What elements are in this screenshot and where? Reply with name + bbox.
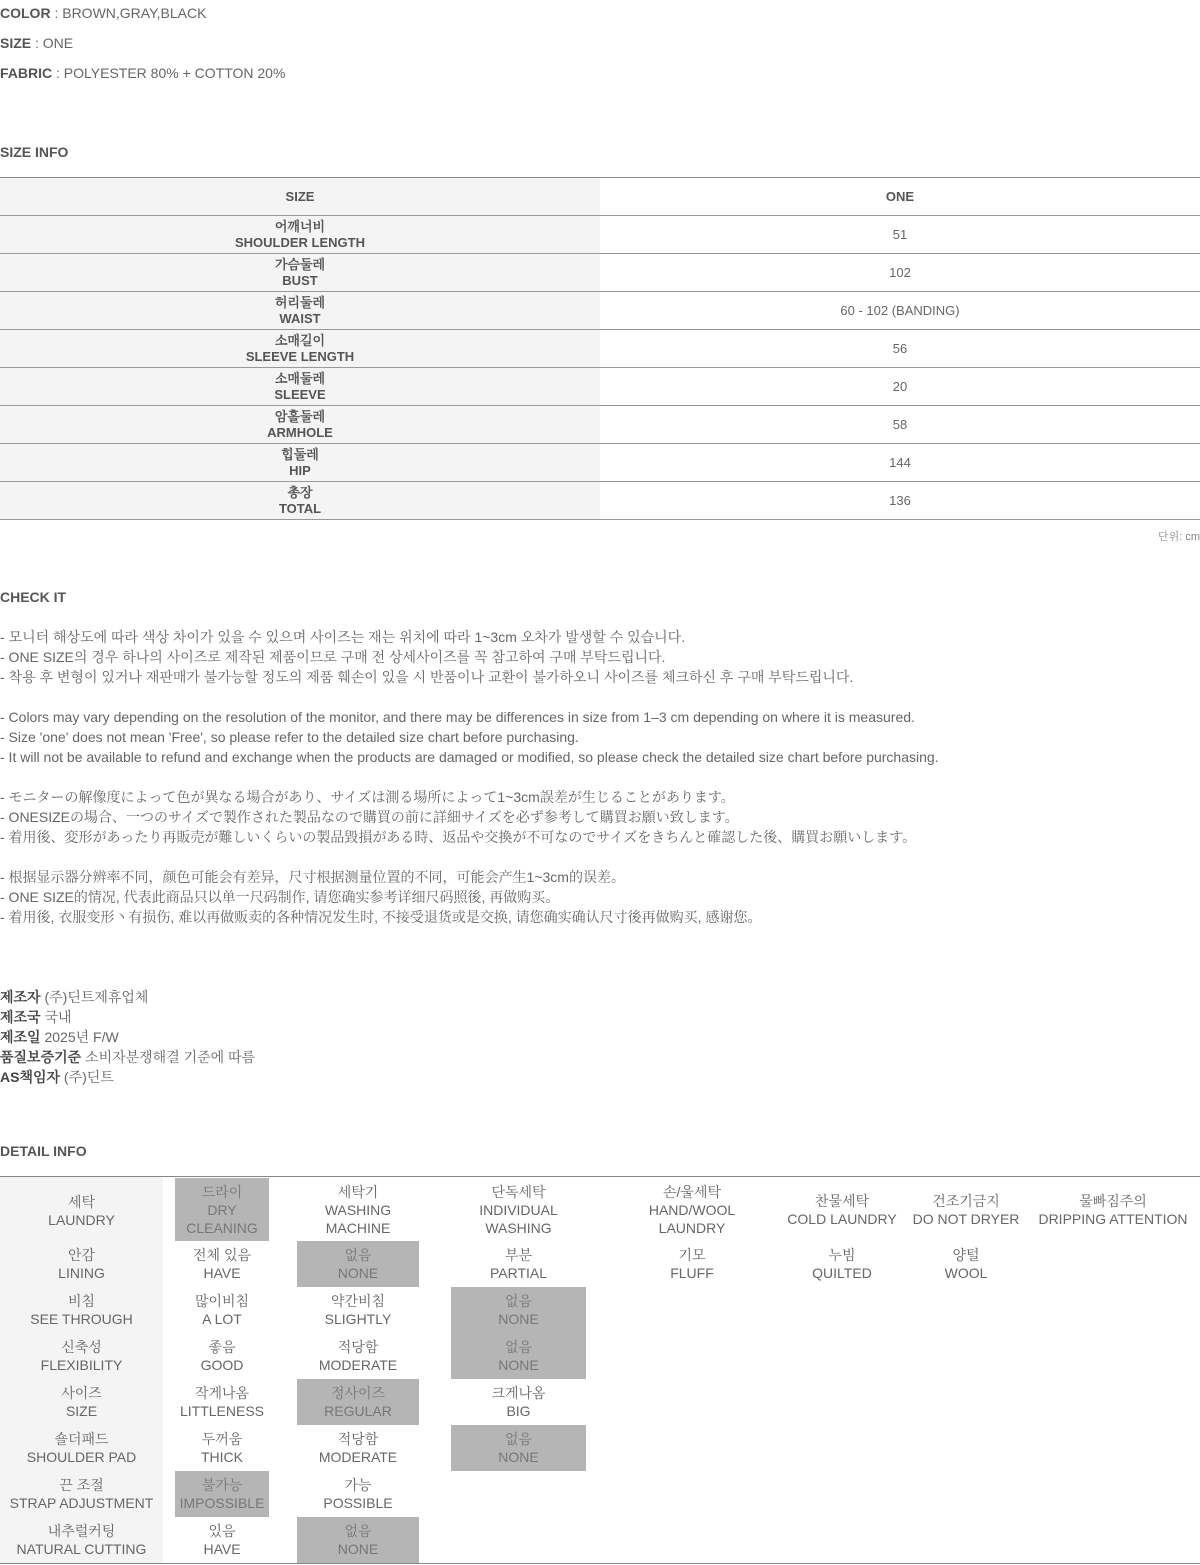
detail-option-text: COLD LAUNDRY bbox=[787, 1210, 897, 1227]
size-label-en: BUST bbox=[282, 272, 318, 288]
detail-option-text: 불가능 bbox=[201, 1477, 243, 1493]
detail-option-text: FLUFF bbox=[670, 1265, 714, 1281]
maker-label: 제조일 bbox=[0, 1029, 41, 1045]
detail-option-text: 없음 bbox=[504, 1293, 533, 1309]
detail-option-text: SLIGHTLY bbox=[324, 1311, 392, 1327]
detail-option bbox=[297, 1287, 419, 1333]
detail-option bbox=[787, 1241, 897, 1287]
detail-option bbox=[175, 1287, 269, 1333]
check-it-line: - ONE SIZE的情况, 代表此商品只以单一尺码制作, 请您确实参考详细尺码照後, 再做购买。 bbox=[0, 889, 560, 905]
detail-label-text: LINING bbox=[58, 1265, 105, 1281]
detail-option bbox=[297, 1178, 419, 1241]
detail-option-text: 손/울세탁 bbox=[663, 1183, 721, 1200]
detail-option-text: GOOD bbox=[200, 1357, 244, 1373]
maker-line bbox=[0, 1008, 72, 1026]
detail-option-selected bbox=[451, 1287, 586, 1333]
detail-row-label bbox=[0, 1241, 163, 1287]
maker-value: 소비자분쟁해결 기준에 따름 bbox=[81, 1049, 256, 1065]
detail-option bbox=[1026, 1178, 1200, 1241]
size-row-value: 51 bbox=[600, 216, 1200, 253]
size-row-label bbox=[0, 254, 600, 291]
detail-option bbox=[175, 1517, 269, 1563]
detail-option-text: 부분 bbox=[504, 1247, 533, 1263]
detail-option-text: 가능 bbox=[344, 1477, 372, 1493]
spec-value: : ONE bbox=[31, 35, 74, 51]
detail-option-text: REGULAR bbox=[324, 1403, 392, 1419]
detail-option bbox=[297, 1333, 419, 1379]
detail-option-selected bbox=[451, 1425, 586, 1471]
size-row bbox=[0, 330, 1200, 368]
detail-option-text: 없음 bbox=[344, 1247, 372, 1263]
size-label-ko: 힙둘레 bbox=[281, 446, 319, 462]
detail-option-text: 좋음 bbox=[208, 1339, 236, 1355]
size-row bbox=[0, 292, 1200, 330]
size-row-label bbox=[0, 330, 600, 367]
detail-option-text: 건조기금지 bbox=[932, 1192, 1000, 1209]
detail-label-text: 사이즈 bbox=[61, 1385, 102, 1401]
size-row-value: 102 bbox=[600, 254, 1200, 291]
detail-option bbox=[175, 1241, 269, 1287]
detail-option-text: LITTLENESS bbox=[179, 1403, 265, 1419]
detail-option-text: INDIVIDUAL WASHING bbox=[479, 1201, 558, 1236]
detail-option bbox=[297, 1471, 419, 1517]
unit-note: 단위: cm bbox=[1157, 531, 1200, 543]
maker-label: 품질보증기준 bbox=[0, 1049, 82, 1065]
detail-option-text: 적당함 bbox=[337, 1339, 379, 1355]
size-header-value: ONE bbox=[600, 178, 1200, 215]
size-label-ko: 암홀둘레 bbox=[274, 408, 326, 424]
check-it-line: - Size 'one' does not mean 'Free', so please refer to the detailed size chart before purchasing. bbox=[0, 729, 579, 745]
detail-option bbox=[175, 1333, 269, 1379]
size-row-label bbox=[0, 406, 600, 443]
detail-option-text: 누빔 bbox=[828, 1247, 856, 1263]
detail-option-text: 정사이즈 bbox=[330, 1385, 386, 1401]
spec-label: FABRIC bbox=[0, 65, 53, 81]
detail-label-text: 안감 bbox=[67, 1247, 96, 1263]
detail-option-text: IMPOSSIBLE bbox=[179, 1495, 265, 1511]
detail-label-text: NATURAL CUTTING bbox=[16, 1541, 147, 1557]
detail-row-label bbox=[0, 1425, 163, 1471]
size-table bbox=[0, 177, 1200, 520]
size-row-value: 60 - 102 (BANDING) bbox=[600, 292, 1200, 329]
detail-row-label bbox=[0, 1181, 163, 1241]
detail-option-text: 양털 bbox=[952, 1247, 980, 1263]
size-row bbox=[0, 368, 1200, 406]
spec-value: : POLYESTER 80% + COTTON 20% bbox=[52, 65, 286, 81]
size-label-ko: 소매둘레 bbox=[274, 370, 326, 386]
size-row bbox=[0, 216, 1200, 254]
detail-label-text: SIZE bbox=[65, 1403, 98, 1419]
detail-label-text: FLEXIBILITY bbox=[40, 1357, 123, 1373]
size-label-en: ARMHOLE bbox=[267, 424, 333, 440]
size-row-label bbox=[0, 368, 600, 405]
size-row-value: 144 bbox=[600, 444, 1200, 481]
detail-label-text: 내추럴커팅 bbox=[47, 1523, 116, 1539]
detail-option-text: DRIPPING ATTENTION bbox=[1038, 1210, 1188, 1227]
size-label-en: SLEEVE bbox=[274, 386, 326, 402]
detail-option-text: HAVE bbox=[203, 1265, 241, 1281]
detail-label-text: SEE THROUGH bbox=[30, 1311, 133, 1327]
maker-label: 제조국 bbox=[0, 1009, 41, 1025]
detail-option-text: BIG bbox=[506, 1403, 531, 1419]
detail-option bbox=[175, 1379, 269, 1425]
detail-option bbox=[912, 1241, 1020, 1287]
detail-option-selected bbox=[451, 1333, 586, 1379]
detail-option bbox=[619, 1178, 765, 1241]
detail-option-text: 크게나옴 bbox=[491, 1385, 546, 1401]
detail-option bbox=[297, 1425, 419, 1471]
size-label-en: HIP bbox=[289, 462, 311, 478]
maker-line bbox=[0, 988, 148, 1006]
size-row-label bbox=[0, 482, 600, 519]
detail-option bbox=[175, 1425, 269, 1471]
detail-label-text: SHOULDER PAD bbox=[26, 1449, 137, 1465]
detail-option-selected bbox=[297, 1241, 419, 1287]
check-it-line: - 根据显示器分辨率不同，颜色可能会有差异，尺寸根据测量位置的不同，可能会产生1~3cm的误差。 bbox=[0, 869, 625, 885]
size-row-label bbox=[0, 292, 600, 329]
detail-option-text: THICK bbox=[201, 1449, 243, 1465]
detail-row-label bbox=[0, 1333, 163, 1379]
detail-option bbox=[912, 1178, 1020, 1241]
size-row bbox=[0, 406, 1200, 444]
detail-option-text: DO NOT DRYER bbox=[912, 1210, 1020, 1227]
check-it-line: - ONE SIZE의 경우 하나의 사이즈로 제작된 제품이므로 구매 전 상세사이즈를 꼭 참고하여 구매 부탁드립니다. bbox=[0, 649, 666, 665]
detail-option-text: 많이비침 bbox=[194, 1293, 250, 1309]
maker-line bbox=[0, 1028, 119, 1046]
detail-option-text: NONE bbox=[498, 1357, 539, 1373]
detail-label-text: 세탁 bbox=[67, 1194, 96, 1210]
check-it-line: - 모니터 해상도에 따라 색상 차이가 있을 수 있으며 사이즈는 재는 위치에 따라 1~3cm 오차가 발생할 수 있습니다. bbox=[0, 629, 686, 645]
detail-option-selected bbox=[175, 1178, 269, 1241]
size-label-en: SHOULDER LENGTH bbox=[235, 234, 365, 250]
detail-option-text: A LOT bbox=[202, 1311, 242, 1327]
detail-option-text: 있음 bbox=[208, 1523, 236, 1539]
detail-option-text: DRY bbox=[207, 1201, 237, 1218]
detail-option bbox=[619, 1241, 765, 1287]
detail-option bbox=[451, 1241, 586, 1287]
detail-option-text: 없음 bbox=[504, 1339, 533, 1355]
detail-table bbox=[0, 1176, 1200, 1565]
maker-value: 2025년 F/W bbox=[40, 1029, 119, 1045]
detail-option-text: 작게나옴 bbox=[194, 1385, 250, 1401]
check-it-line: - モニターの解像度によって色が異なる場合があり、サイズは測る場所によって1~3cm誤差が生じることがあります。 bbox=[0, 789, 735, 805]
detail-option-text: WASHING MACHINE bbox=[324, 1201, 392, 1236]
detail-option-text: NONE bbox=[337, 1541, 379, 1557]
detail-option-text: PARTIAL bbox=[489, 1265, 548, 1281]
detail-row-label bbox=[0, 1517, 163, 1563]
detail-row-label bbox=[0, 1379, 163, 1425]
detail-option-text: 약간비침 bbox=[330, 1293, 386, 1309]
detail-option-text: 단독세탁 bbox=[491, 1183, 546, 1200]
detail-option-selected bbox=[297, 1379, 419, 1425]
spec-fabric bbox=[0, 64, 285, 82]
size-header-label: SIZE bbox=[0, 178, 600, 215]
detail-label-text: STRAP ADJUSTMENT bbox=[9, 1495, 154, 1511]
detail-label-text: 신축성 bbox=[61, 1339, 102, 1355]
size-row bbox=[0, 482, 1200, 520]
detail-row-label bbox=[0, 1471, 163, 1517]
maker-value: (주)딘트 bbox=[60, 1069, 114, 1085]
size-label-ko: 소매길이 bbox=[274, 332, 326, 348]
detail-option bbox=[451, 1379, 586, 1425]
spec-color bbox=[0, 4, 206, 22]
detail-option-text: NONE bbox=[337, 1265, 379, 1281]
detail-option-text: HAND/WOOL LAUNDRY bbox=[648, 1201, 736, 1236]
detail-option-text: 적당함 bbox=[337, 1431, 379, 1447]
detail-option-text: NONE bbox=[498, 1449, 539, 1465]
detail-option-text: NONE bbox=[498, 1311, 539, 1327]
maker-line bbox=[0, 1068, 114, 1086]
detail-option-text: 두꺼움 bbox=[201, 1431, 243, 1447]
detail-option-text: 세탁기 bbox=[337, 1183, 379, 1200]
detail-label-text: 비침 bbox=[67, 1293, 96, 1309]
size-row bbox=[0, 254, 1200, 292]
detail-option-text: 전체 있음 bbox=[193, 1247, 251, 1263]
size-row-label bbox=[0, 216, 600, 253]
size-row-value: 56 bbox=[600, 330, 1200, 367]
check-it-line: - 着用後、変形があったり再販売が難しいくらいの製品毀損がある時、返品や交換が不可なのでサイズをきちんと確認した後、購買お願いします。 bbox=[0, 829, 917, 845]
detail-option-text: WOOL bbox=[944, 1265, 988, 1281]
check-it-line: - It will not be available to refund and exchange when the products are damaged or modified, so please check the detailed size chart before purchasing. bbox=[0, 749, 939, 765]
detail-option bbox=[787, 1178, 897, 1241]
detail-label-text: 숄더패드 bbox=[54, 1431, 109, 1447]
check-it-line: - 착용 후 변형이 있거나 재판매가 불가능할 정도의 제품 훼손이 있을 시 반품이나 교환이 불가하오니 사이즈를 체크하신 후 구매 부탁드립니다. bbox=[0, 669, 854, 685]
detail-option-text: POSSIBLE bbox=[323, 1495, 393, 1511]
check-it-title: CHECK IT bbox=[0, 589, 67, 605]
detail-option-selected bbox=[297, 1517, 419, 1563]
detail-option bbox=[451, 1178, 586, 1241]
detail-label-text: LAUNDRY bbox=[48, 1212, 115, 1228]
detail-option-text: 드라이 bbox=[201, 1183, 243, 1200]
size-row-value: 58 bbox=[600, 406, 1200, 443]
size-row bbox=[0, 444, 1200, 482]
detail-option-text: MODERATE bbox=[318, 1449, 398, 1465]
size-label-ko: 어깨너비 bbox=[274, 218, 326, 234]
size-label-en: WAIST bbox=[279, 310, 321, 326]
check-it-line: - Colors may vary depending on the resolution of the monitor, and there may be differences in size from 1–3 cm depending on where it is measured. bbox=[0, 709, 915, 725]
check-it-line: - ONESIZEの場合、一つのサイズで製作された製品なので購買の前に詳細サイズを必ず参考して購買お願い致します。 bbox=[0, 809, 739, 825]
spec-size bbox=[0, 34, 73, 52]
size-label-ko: 허리둘레 bbox=[274, 294, 326, 310]
spec-label: SIZE bbox=[0, 35, 32, 51]
size-info-title: SIZE INFO bbox=[0, 144, 69, 160]
detail-label-text: 끈 조절 bbox=[59, 1477, 104, 1493]
size-label-en: SLEEVE LENGTH bbox=[245, 348, 355, 364]
maker-value: (주)딘트제휴업체 bbox=[40, 989, 149, 1005]
detail-option-text: HAVE bbox=[203, 1541, 241, 1557]
size-label-ko: 가슴둘레 bbox=[274, 256, 326, 272]
maker-label: AS책임자 bbox=[0, 1069, 61, 1085]
maker-label: 제조자 bbox=[0, 989, 41, 1005]
maker-line bbox=[0, 1048, 255, 1066]
detail-info-title: DETAIL INFO bbox=[0, 1143, 87, 1159]
size-row-value: 136 bbox=[600, 482, 1200, 519]
size-table-header bbox=[0, 178, 1200, 216]
maker-value: 국내 bbox=[40, 1009, 72, 1025]
detail-option-text: 없음 bbox=[504, 1431, 533, 1447]
detail-option-selected bbox=[175, 1471, 269, 1517]
detail-option-text: 찬물세탁 bbox=[814, 1192, 870, 1209]
size-label-ko: 총장 bbox=[287, 484, 313, 500]
detail-row-label bbox=[0, 1287, 163, 1333]
size-label-en: TOTAL bbox=[278, 500, 322, 516]
detail-option-text: 없음 bbox=[344, 1523, 372, 1539]
spec-value: : BROWN,GRAY,BLACK bbox=[50, 5, 207, 21]
detail-option-text: MODERATE bbox=[318, 1357, 398, 1373]
size-row-label bbox=[0, 444, 600, 481]
detail-option-text: CLEANING bbox=[186, 1219, 258, 1236]
spec-label: COLOR bbox=[0, 5, 51, 21]
detail-option-text: 물빠짐주의 bbox=[1079, 1192, 1147, 1209]
check-it-line: - 着用後, 衣服变形丶有损伤, 难以再做贩卖的各种情况发生时, 不接受退货或是交换, 请您确实确认尺寸後再做购买, 感谢您。 bbox=[0, 909, 762, 925]
size-row-value: 20 bbox=[600, 368, 1200, 405]
detail-option-text: 기모 bbox=[678, 1247, 706, 1263]
detail-option-text: QUILTED bbox=[812, 1265, 872, 1281]
